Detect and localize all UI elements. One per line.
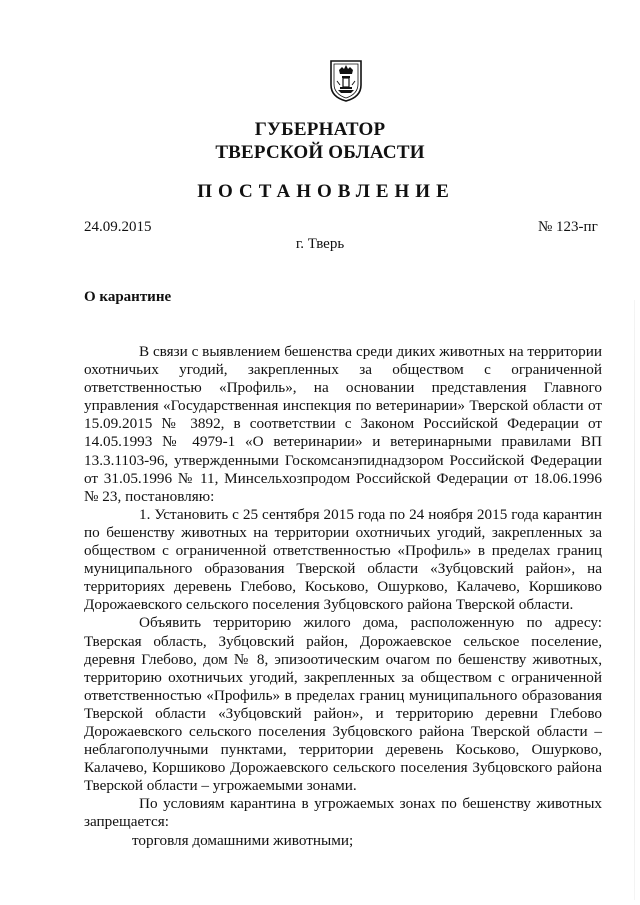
body-paragraph: В связи с выявлением бешенства среди диких животных на территории охотничьих угодий, закрепленных за обществом с ограниченной ответственностью «Профиль», на основании представления Главного управления «Государственная инспекция по ветеринарии» Тверской области от 15.09.2015 № 3892, в соответствии с Законом Российской Федерации от 14.05.1993 № 4979-1 «О ветеринарии» и ветеринарными правилами ВП 13.3.1103-96, утвержденными Госкомсанэпиднадзором Российской Федерации от 31.05.1996 № 11, Минсельхозпродом Российской Федерации от 18.06.1996 № 23, постановляю: — [84, 343, 602, 505]
authority-title-line1: ГУБЕРНАТОР — [254, 119, 386, 140]
body-paragraph: По условиям карантина в угрожаемых зонах по бешенству животных запрещается: — [84, 795, 602, 831]
document-date: 24.09.2015 — [84, 219, 152, 235]
body-paragraph: Объявить территорию жилого дома, расположенную по адресу: Тверская область, Зубцовский район, Дорожаевское сельское поселение, деревня Глебово, дом № 8, эпизоотическим очагом по бешенству животных, территорию охотничьих угодий, закрепленных за обществом с ограниченной ответственностью «Профиль» в пределах границ муниципального образования Тверской области «Зубцовский район», и территорию деревни Глебово Дорожаевского сельского поселения Зубцовского района Тверской области – неблагополучными пунктами, территории деревень Коськово, Ошурково, Калачево, Коршиково Дорожаевского сельского поселения Зубцовского района Тверской области – угрожаемыми зонами. — [84, 614, 602, 795]
scan-edge-shadow — [634, 300, 635, 900]
body-paragraph: 1. Установить с 25 сентября 2015 года по 24 ноября 2015 года карантин по бешенству животных на территории охотничьих угодий, закрепленных за обществом с ограниченной ответственностью «Профиль» в пределах границ муниципального образования Тверской области «Зубцовский район», на территориях деревень Глебово, Коськово, Ошурково, Калачево, Коршиково Дорожаевского сельского поселения Зубцовского района Тверской области. — [84, 505, 602, 614]
document-subject: О карантине — [84, 289, 172, 305]
tver-coat-of-arms-icon — [329, 59, 363, 102]
authority-title — [0, 118, 640, 164]
document-city: г. Тверь — [295, 236, 345, 252]
authority-title-line2: ТВЕРСКОЙ ОБЛАСТИ — [215, 142, 425, 163]
document-type: ПОСТАНОВЛЕНИЕ — [197, 181, 455, 202]
body-list-item: торговля домашними животными; — [132, 831, 354, 849]
document-body — [84, 343, 602, 850]
document-number: № 123-пг — [538, 219, 598, 235]
